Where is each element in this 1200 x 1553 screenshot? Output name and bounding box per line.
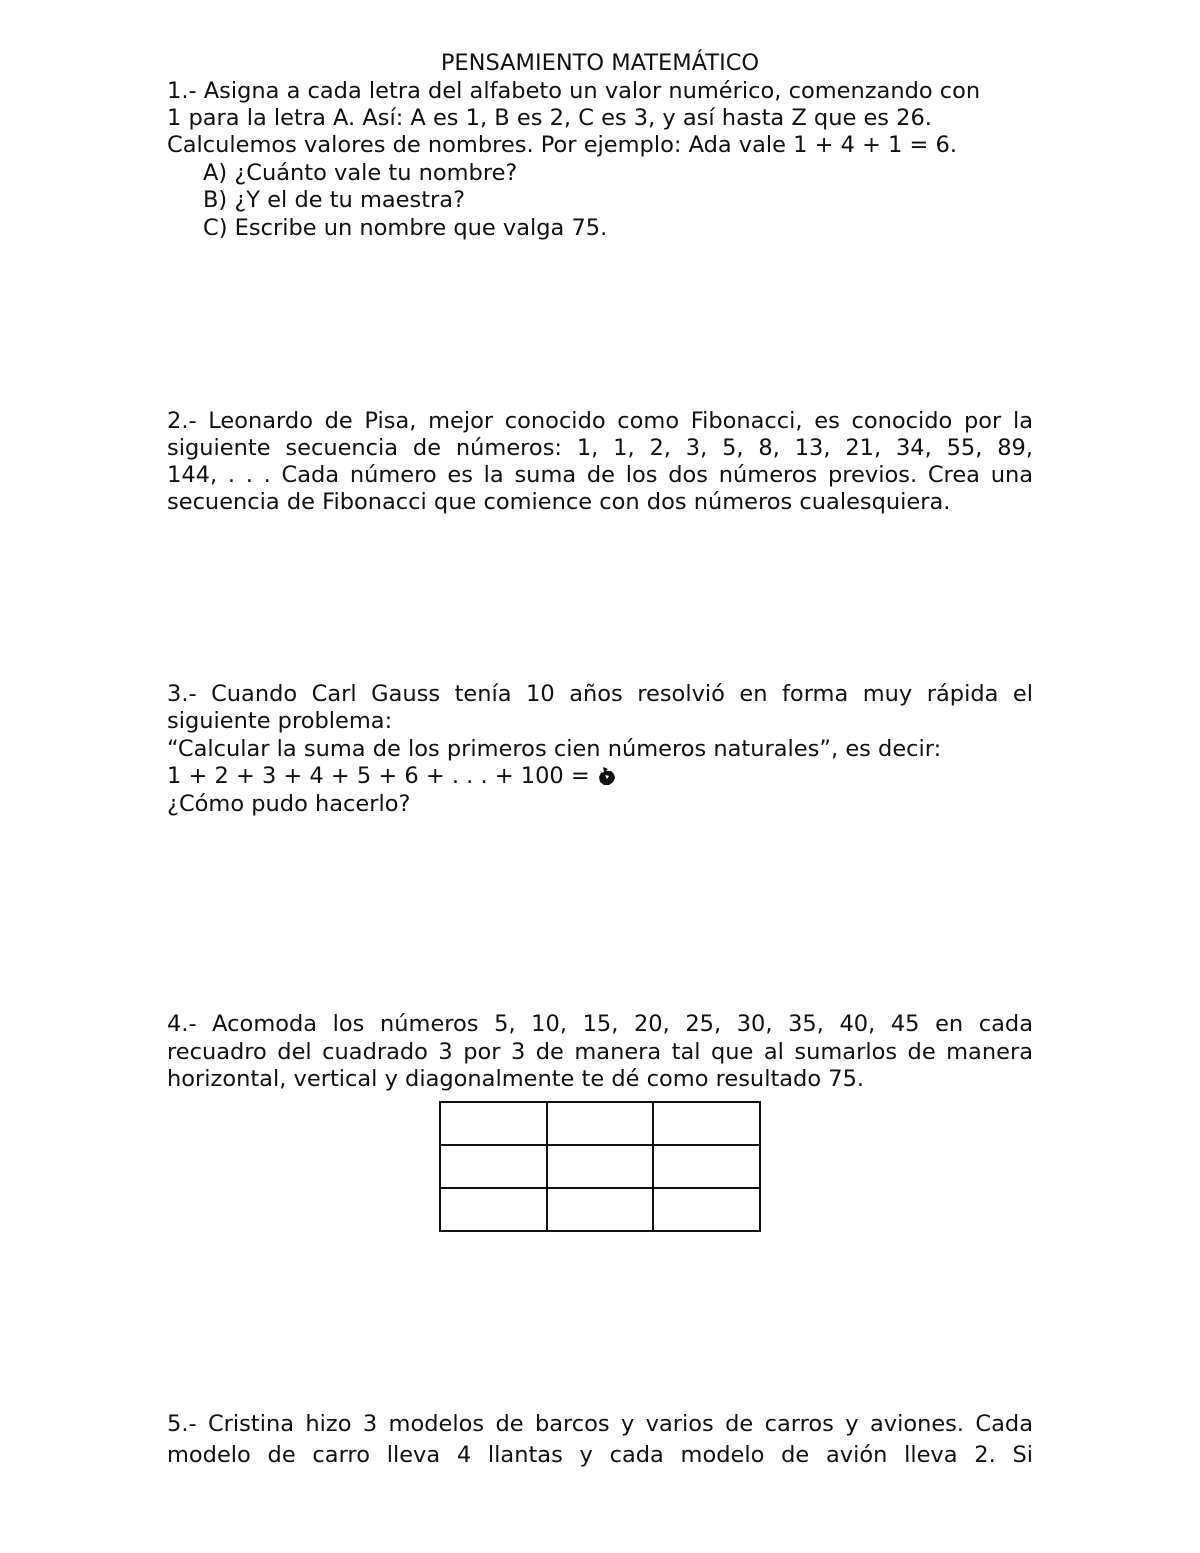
q1-line-1: 1.- Asigna a cada letra del alfabeto un valor numérico, comenzando con	[167, 78, 981, 104]
grid-cell[interactable]	[547, 1145, 654, 1188]
q3-line-1: 3.- Cuando Carl Gauss tenía 10 años resolvió en forma muy rápida el	[167, 681, 1033, 707]
grid-row	[440, 1188, 760, 1231]
grid-cell[interactable]	[440, 1188, 547, 1231]
q1-line-3: Calculemos valores de nombres. Por ejemplo: Ada vale 1 + 4 + 1 = 6.	[167, 132, 958, 158]
grid-cell[interactable]	[653, 1188, 760, 1231]
q2-line-2: siguiente secuencia de números: 1, 1, 2, 3, 5, 8, 13, 21, 34, 55, 89,	[167, 435, 1033, 461]
gauss-sum-text: 1 + 2 + 3 + 4 + 5 + 6 + . . . + 100 =	[167, 763, 590, 789]
magic-square-grid	[439, 1101, 761, 1232]
q1-item-b: B) ¿Y el de tu maestra?	[203, 187, 466, 213]
q2-line-4: secuencia de Fibonacci que comience con dos números cualesquiera.	[167, 489, 951, 515]
q2-line-3: 144, . . . Cada número es la suma de los dos números previos. Crea una	[167, 462, 1033, 488]
q5-line-1: 5.- Cristina hizo 3 modelos de barcos y varios de carros y aviones. Cada	[167, 1411, 1033, 1437]
q1-item-c: C) Escribe un nombre que valga 75.	[203, 215, 608, 241]
page-title: PENSAMIENTO MATEMÁTICO	[440, 50, 760, 76]
grid-cell[interactable]	[440, 1145, 547, 1188]
q1-line-2: 1 para la letra A. Así: A es 1, B es 2, C es 3, y así hasta Z que es 26.	[167, 105, 932, 131]
grid-cell[interactable]	[653, 1145, 760, 1188]
q1-item-a: A) ¿Cuánto vale tu nombre?	[203, 160, 518, 186]
q5-line-2: modelo de carro lleva 4 llantas y cada modelo de avión lleva 2. Si	[167, 1442, 1033, 1468]
grid-cell[interactable]	[440, 1102, 547, 1145]
unknown-value-icon	[597, 765, 617, 787]
q2-line-1: 2.- Leonardo de Pisa, mejor conocido como Fibonacci, es conocido por la	[167, 408, 1033, 434]
q4-line-1: 4.- Acomoda los números 5, 10, 15, 20, 25, 30, 35, 40, 45 en cada	[167, 1011, 1033, 1037]
grid-row	[440, 1102, 760, 1145]
q3-line-2: siguiente problema:	[167, 708, 393, 734]
q3-line-4	[167, 763, 1033, 790]
grid-cell[interactable]	[547, 1188, 654, 1231]
grid-cell[interactable]	[653, 1102, 760, 1145]
q3-line-5: ¿Cómo pudo hacerlo?	[167, 791, 411, 817]
q3-line-3: “Calcular la suma de los primeros cien números naturales”, es decir:	[167, 736, 942, 762]
q4-line-3: horizontal, vertical y diagonalmente te dé como resultado 75.	[167, 1066, 865, 1092]
q4-line-2: recuadro del cuadrado 3 por 3 de manera tal que al sumarlos de manera	[167, 1039, 1033, 1065]
grid-cell[interactable]	[547, 1102, 654, 1145]
grid-row	[440, 1145, 760, 1188]
